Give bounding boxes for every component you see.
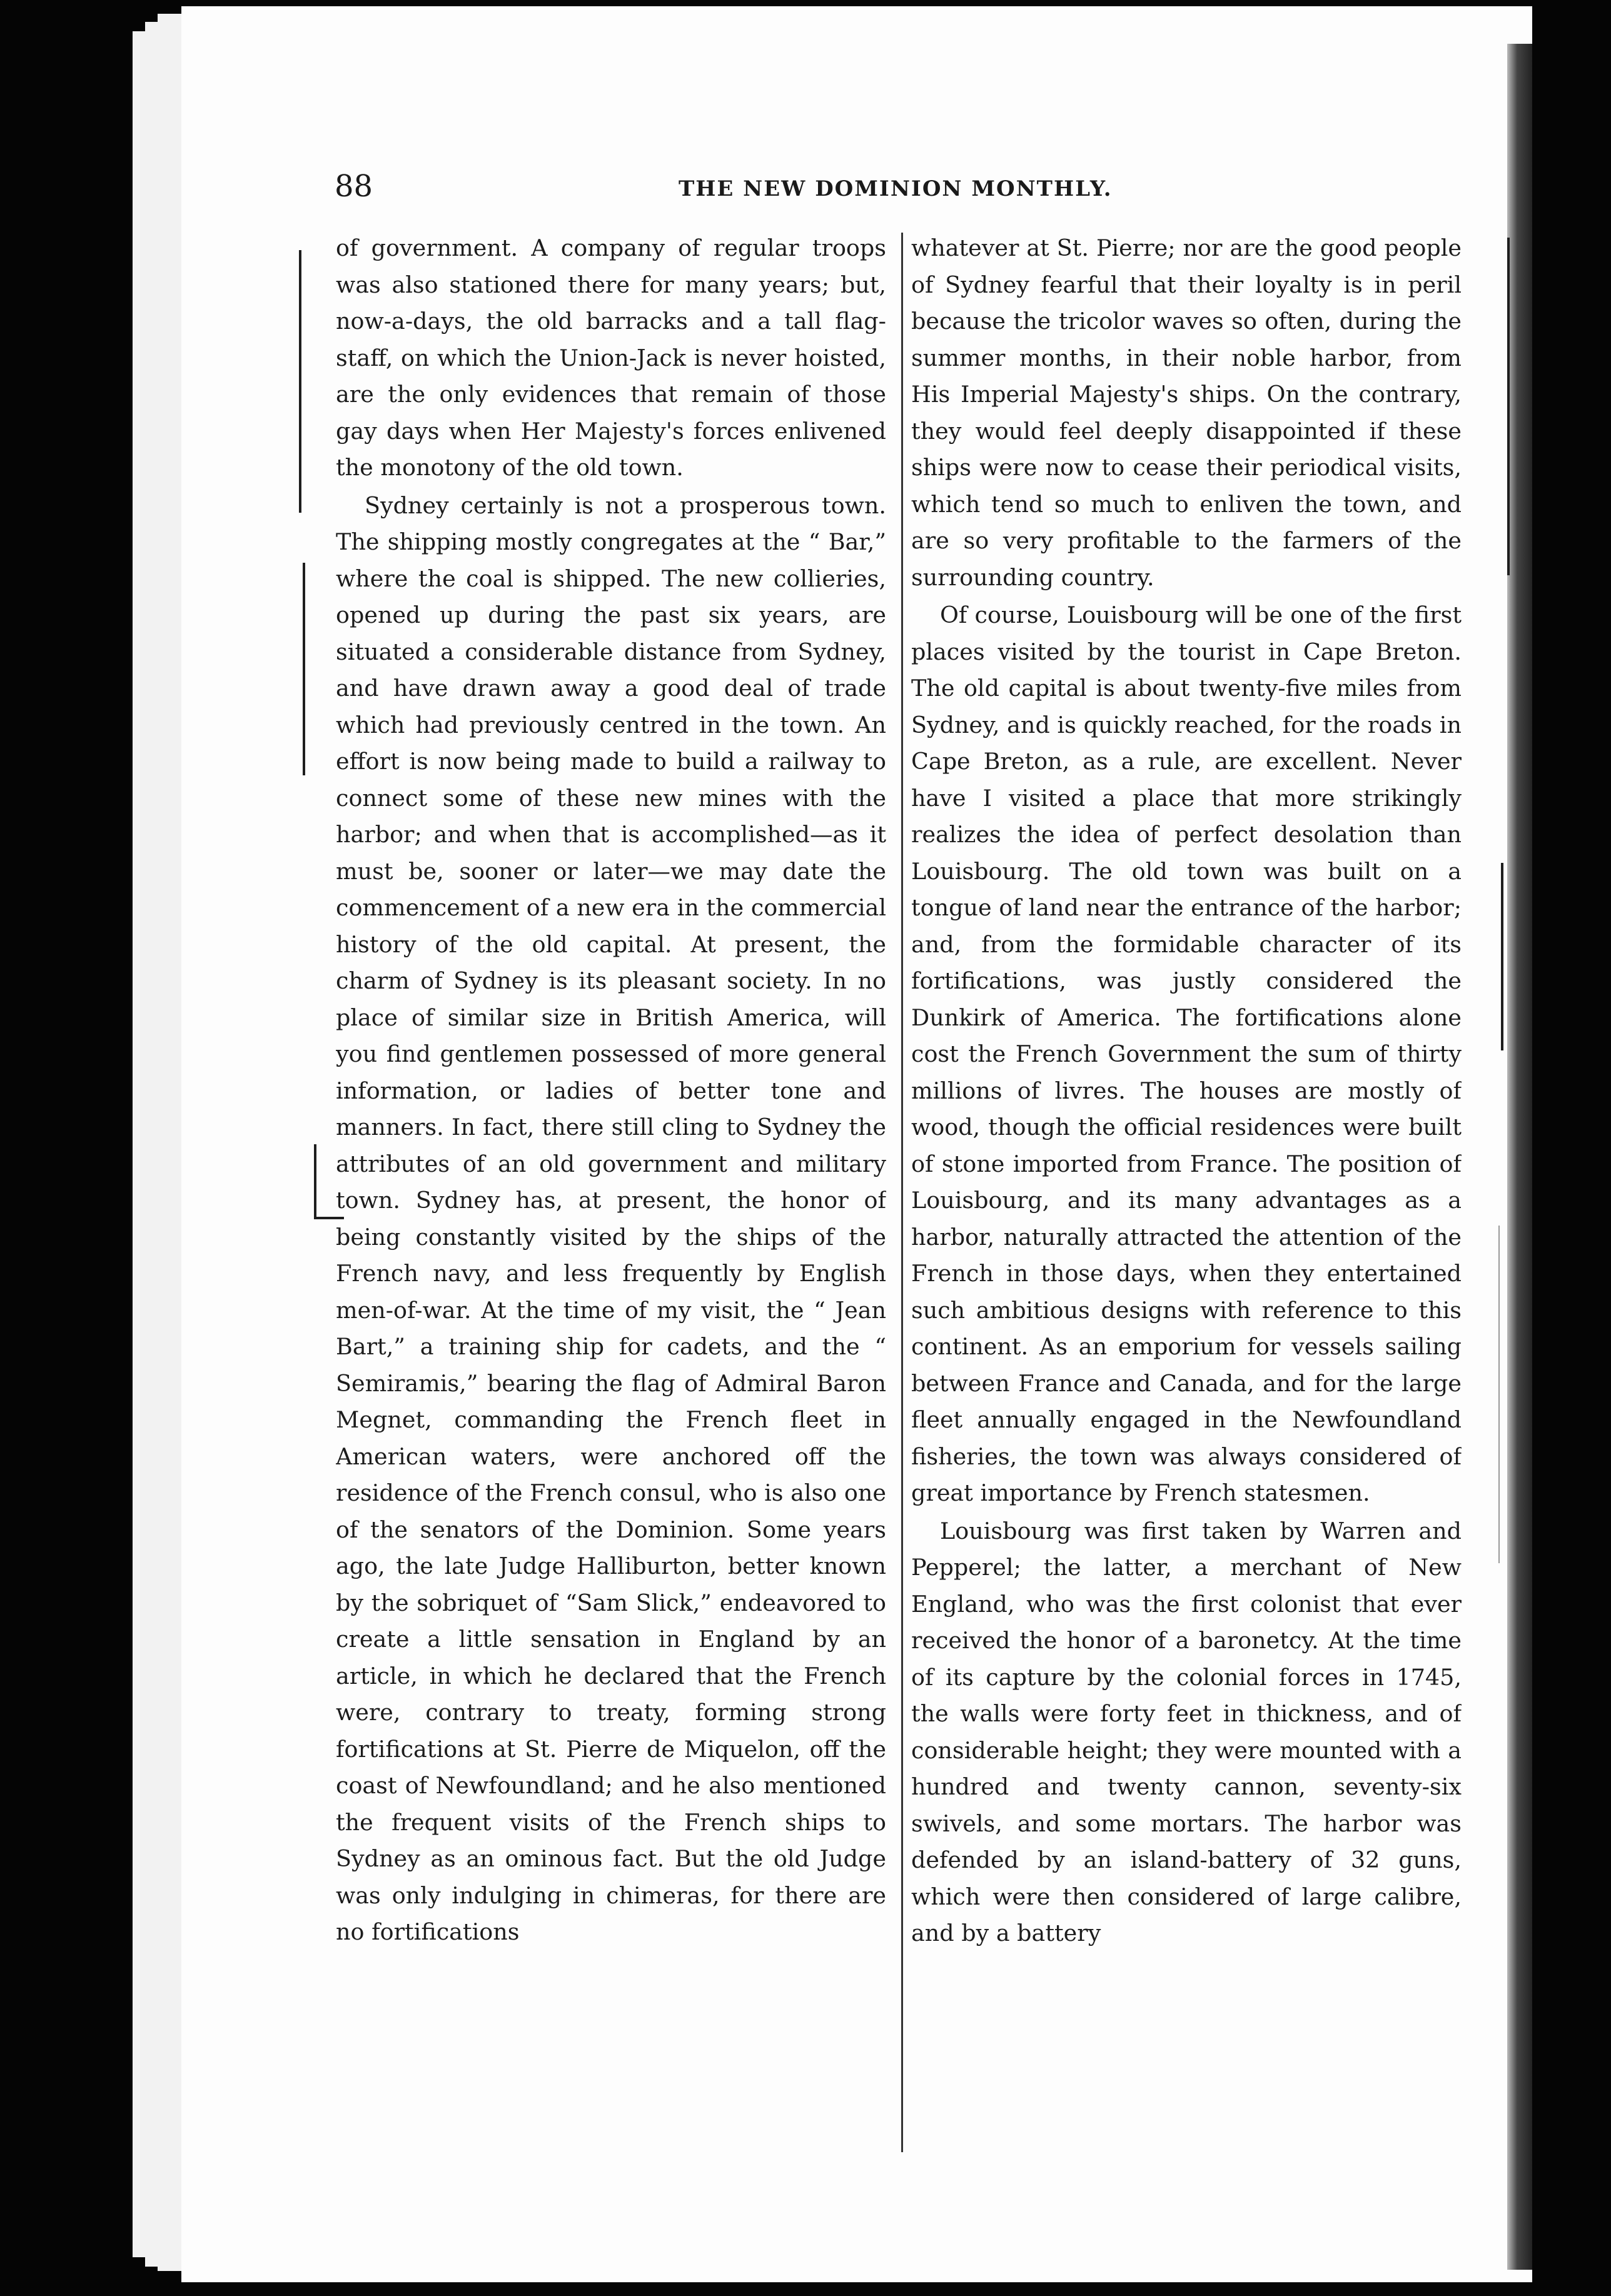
left-column: [336, 230, 886, 2193]
journal-title: THE NEW DOMINION MONTHLY.: [679, 176, 1113, 201]
running-head: [335, 169, 1123, 206]
paragraph: whatever at St. Pierre; nor are the good people of Sydney fearful that their loyalty is in peril because the tricolor waves so often, during the summer months, in their noble harbor, from His Imperial Majesty's ships. On the contrary, they would feel deeply disappointed if these ships were now to cease their periodical visits, which tend so much to enliven the town, and are so very profitable to the farmers of the surrounding country.: [911, 234, 1462, 591]
margin-mark: [1498, 1226, 1500, 1563]
paragraph: Sydney certainly is not a prosperous town. The shipping mostly congregates at the “ Bar,” where the coal is shipped. The new collieries, opened up during the past six years, are situated a considerable distance from Sydney, and have drawn away a good deal of trade which had previously centred in the town. An effort is now being made to build a railway to connect some of these new mines with the harbor; and when that is accomplished—as it must be, sooner or later—we may date the commencement of a new era in the commercial history of the old capital. At present, the charm of Sydney is its pleasant society. In no place of similar size in British America, will you find gentlemen possessed of more general information, or ladies of better tone and manners. In fact, there still cling to Sydney the attributes of an old government and military town. Sydney has, at present, the honor of being constantly visited by the ships of the French navy, and less frequently by English men-of-war. At the time of my visit, the “ Jean Bart,” a training ship for cadets, and the “ Semiramis,” bearing the flag of Admiral Baron Megnet, commanding the French fleet in American waters, were anchored off the residence of the French consul, who is also one of the senators of the Dominion. Some years ago, the late Judge Halliburton, better known by the sobriquet of “Sam Slick,” endeavored to create a little sensation in England by an article, in which he declared that the French were, contrary to treaty, forming strong fortifications at St. Pierre de Miquelon, off the coast of Newfoundland; and he also mentioned the frequent visits of the French ships to Sydney as an ominous fact. But the old Judge was only indulging in chimeras, for there are no fortifications: [336, 491, 886, 1945]
paragraph: Louisbourg was first taken by Warren and Pepperel; the latter, a merchant of New England, who was the first colonist that ever received the honor of a baronetcy. At the time of its capture by the colonial forces in 1745, the walls were forty feet in thickness, and of considerable height; they were mounted with a hundred and twenty cannon, seventy-six swivels, and some mortars. The harbor was defended by an island-battery of 32 guns, which were then considered of large calibre, and by a battery: [911, 1517, 1462, 1946]
right-column: [911, 230, 1462, 2193]
paragraph: Of course, Louisbourg will be one of the first places visited by the tourist in Cape Breton. The old capital is about twenty-five miles from Sydney, and is quickly reached, for the roads in Cape Breton, as a rule, are excellent. Never have I visited a place that more strikingly realizes the idea of perfect desolation than Louisbourg. The old town was built on a tongue of land near the entrance of the harbor; and, from the formidable character of its fortifications, was justly considered the Dunkirk of America. The fortifications alone cost the French Government the sum of thirty millions of livres. The houses are mostly of wood, though the official residences were built of stone imported from France. The position of Louisbourg, and its many advantages as a harbor, naturally attracted the attention of the French in those days, when they entertained such ambitious designs with reference to this continent. As an emporium for vessels sailing between France and Canada, and for the large fleet annually engaged in the Newfoundland fisheries, the town was always considered of great importance by French statesmen.: [911, 602, 1462, 1506]
page-number: 88: [335, 169, 373, 204]
margin-mark: [303, 563, 305, 775]
column-rule: [901, 233, 903, 2152]
paragraph: of government. A company of regular troops was also stationed there for many years; but, now-a-days, the old barracks and a tall flag-staff, on which the Union-Jack is never hoisted, are the only evidences that remain of those gay days when Her Majesty's forces enlivened the monotony of the old town.: [336, 234, 886, 481]
margin-mark: [299, 250, 301, 513]
margin-mark: [1501, 863, 1503, 1050]
margin-mark: [1507, 238, 1510, 575]
margin-mark: [314, 1144, 316, 1219]
margin-mark: [314, 1217, 344, 1219]
binding-shadow: [1507, 44, 1532, 2270]
